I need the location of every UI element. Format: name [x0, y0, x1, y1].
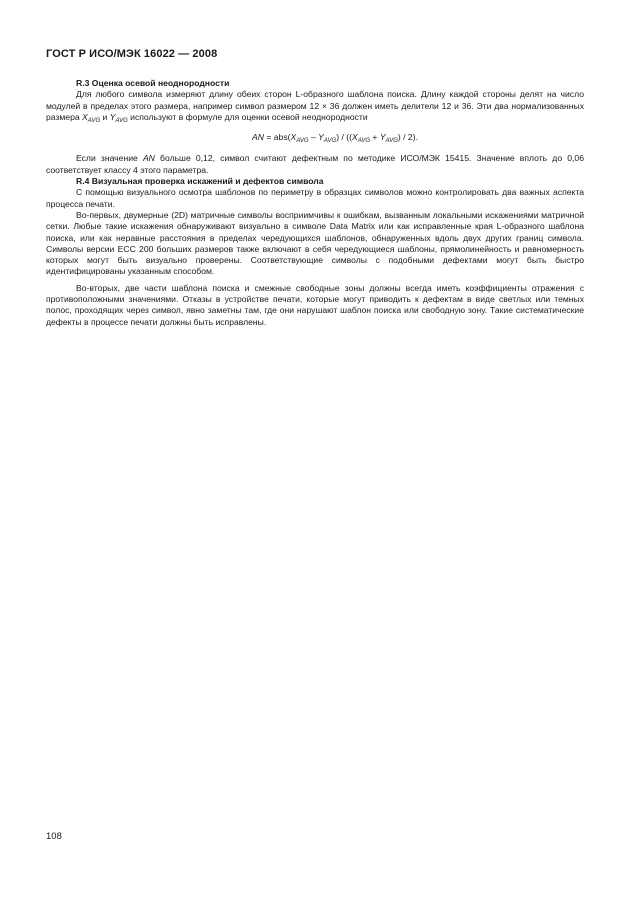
section-r3-paragraph-2: Если значение AN больше 0,12, символ считают дефектным по методике ИСО/МЭК 15415. Значение вплоть до 0,06 соответствует классу 4 этого параметра.	[46, 153, 584, 175]
section-r4-paragraph-1: С помощью визуального осмотра шаблонов по периметру в образцах символов можно контролировать два важных аспекта процесса печати.	[46, 187, 584, 209]
document-header: ГОСТ Р ИСО/МЭК 16022 — 2008	[46, 48, 218, 60]
section-r3-paragraph-1: Для любого символа измеряют длину обеих сторон L-образного шаблона поиска. Длину каждой стороны делят на число модулей в пределах этого размера, например символ размером 12 × 36 должен иметь делители 12 и 36. Эти два нормализованных размера $X_{AVG}$ и $Y_{AVG}$ используют в формуле для оценки осевой неоднородности	[46, 89, 584, 124]
document-body	[46, 78, 584, 328]
section-r4-paragraph-3: Во-вторых, две части шаблона поиска и смежные свободные зоны должны всегда иметь коэффициенты отражения с противоположными значениями. Отказы в устройстве печати, которые могут приводить к дефектам в виде светлых или темных полос, проходящих через символ, явно заметны там, где они нарушают шаблон поиска или свободную зону. Такие систематические дефекты в процессе печати должны быть исправлены.	[46, 282, 584, 327]
page-number: 108	[46, 831, 62, 842]
section-r4-heading: R.4 Визуальная проверка искажений и дефектов символа	[76, 176, 324, 187]
axial-nonuniformity-formula: AN = $abs(X_{AVG} - Y_{AVG}) / ((X_{AVG} + Y_{AVG}) / 2)$.	[252, 132, 418, 145]
section-r3-heading: R.3 Оценка осевой неоднородности	[76, 78, 230, 88]
section-r4-paragraph-2: Во-первых, двумерные (2D) матричные символы восприимчивы к ошибкам, вызванным локальными искажениями матричной сетки. Любые такие искажения обнаруживают визуально в символе Data Matrix или как исправленные края L-образного шаблона поиска, или как неравные расстояния в пределах чередующихся шаблонов, обнаруженных вдоль двух других границ символа. Символы версии ECC 200 больших размеров также включают в себя чередующиеся шаблоны, прямолинейность и равномерность которых могут быть визуально проверены. Соответствующие символы с подобными дефектами могут быть быстро идентифицированы указанным способом.	[46, 209, 584, 277]
